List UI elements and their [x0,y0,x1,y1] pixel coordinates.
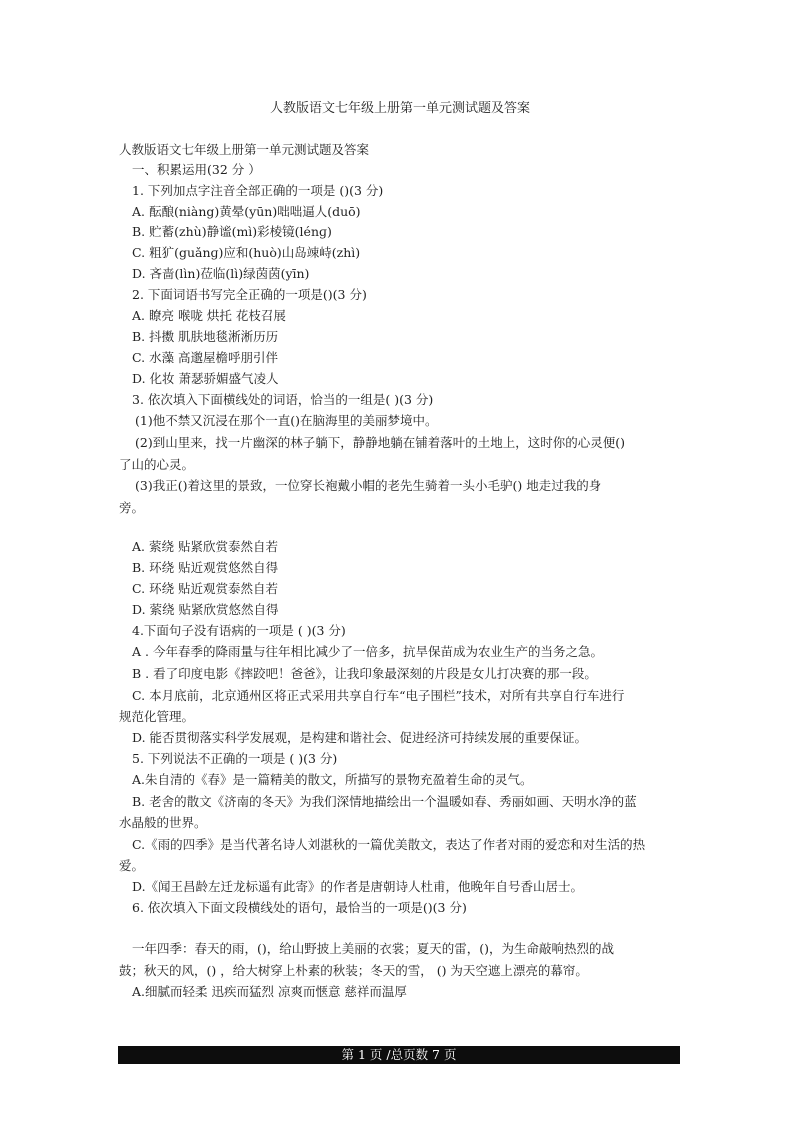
option-line: B. 抖擞 肌肤地毯淅淅历历 [132,329,279,344]
question-stem-5: 5. 下列说法不正确的一项是 ( )(3 分) [132,751,338,766]
option-line: C. 本月底前，北京通州区将正式采用共享自行车“电子围栏”技术，对所有共享自行车进行 [132,688,625,703]
option-line: C. 环绕 贴近观赏泰然自若 [132,581,279,596]
option-line: B. 老舍的散文《济南的冬天》为我们深情地描绘出一个温暖如春、秀丽如画、天明水净的蓝 [132,794,637,809]
option-line: B . 看了印度电影《摔跤吧！爸爸》，让我印象最深刻的片段是女儿打决赛的那一段。 [132,666,597,681]
passage-line: 鼓；秋天的风，() ，给大树穿上朴素的秋装；冬天的雪， () 为天空遮上漂亮的幕帘。 [119,963,588,978]
sentence-line: (3)我正()着这里的景致，一位穿长袍戴小帽的老先生骑着一头小毛驴() 地走过我的身 [135,478,602,493]
question-stem-4: 4.下面句子没有语病的一项是 ( )(3 分) [132,623,346,638]
option-line: 规范化管理。 [119,709,195,724]
option-line: 水晶般的世界。 [119,815,207,830]
option-line: C. 粗犷(guǎnɡ)应和(huò)山岛竦峙(zhì) [132,245,361,260]
option-line: C.《雨的四季》是当代著名诗人刘湛秋的一篇优美散文，表达了作者对雨的爱恋和对生活的热 [132,837,646,852]
option-line: A. 瞭亮 喉咙 烘托 花枝召展 [132,308,286,323]
option-line: A. 萦绕 贴紧欣赏泰然自若 [132,539,278,554]
option-line: A.细腻而轻柔 迅疾而猛烈 凉爽而惬意 慈祥而温厚 [132,984,407,999]
question-stem-2: 2. 下面词语书写完全正确的一项是()(3 分) [132,287,367,302]
option-line: 爱。 [119,858,145,873]
passage-line: 一年四季：春天的雨，()，给山野披上美丽的衣裳；夏天的雷，()，为生命敲响热烈的战 [132,941,615,956]
option-line: A. 酝酿(niàng)黄晕(yūn)咄咄逼人(duō) [132,204,361,219]
option-line: C. 水藻 高邈屋檐呼朋引伴 [132,350,279,365]
option-line: D. 化妆 萧瑟骄媚盛气凌人 [132,371,279,386]
page-header-title: 人教版语文七年级上册第一单元测试题及答案 [269,101,530,116]
question-stem-3: 3. 依次填入下面横线处的词语，恰当的一组是( )(3 分) [132,392,434,407]
option-line: D. 萦绕 贴紧欣赏悠然自得 [132,602,279,617]
option-line: B. 环绕 贴近观赏悠然自得 [132,560,279,575]
option-line: A . 今年春季的降雨量与往年相比减少了一倍多，抗旱保苗成为农业生产的当务之急。 [132,644,603,659]
page-footer: 第 1 页 /总页数 7 页 [118,1046,680,1064]
option-line: D. 吝啬(lìn)莅临(lì)绿茵茵(yīn) [132,266,310,281]
option-line: D.《闻王昌龄左迁龙标遥有此寄》的作者是唐朝诗人杜甫，他晚年自号香山居士。 [132,879,584,894]
sentence-line: 旁。 [119,500,145,515]
sentence-line: (1)他不禁又沉浸在那个一直()在脑海里的美丽梦境中。 [135,413,438,428]
sentence-line: 了山的心灵。 [119,457,195,472]
option-line: A.朱自清的《春》是一篇精美的散文，所描写的景物充盈着生命的灵气。 [132,772,533,787]
question-stem-1: 1. 下列加点字注音全部正确的一项是 ()(3 分) [132,183,384,198]
option-line: D. 能否贯彻落实科学发展观，是构建和谐社会、促进经济可持续发展的重要保证。 [132,730,588,745]
sentence-line: (2)到山里来，找一片幽深的林子躺下，静静地躺在铺着落叶的土地上，这时你的心灵便() [135,435,625,450]
option-line: B. 贮蓄(zhù)静谧(mì)彩棱镜(lénɡ) [132,224,332,239]
question-stem-6: 6. 依次填入下面文段横线处的语句，最恰当的一项是()(3 分) [132,900,467,915]
document-title: 人教版语文七年级上册第一单元测试题及答案 [119,142,370,157]
section-heading: 一、积累运用(32 分 ） [132,162,261,177]
